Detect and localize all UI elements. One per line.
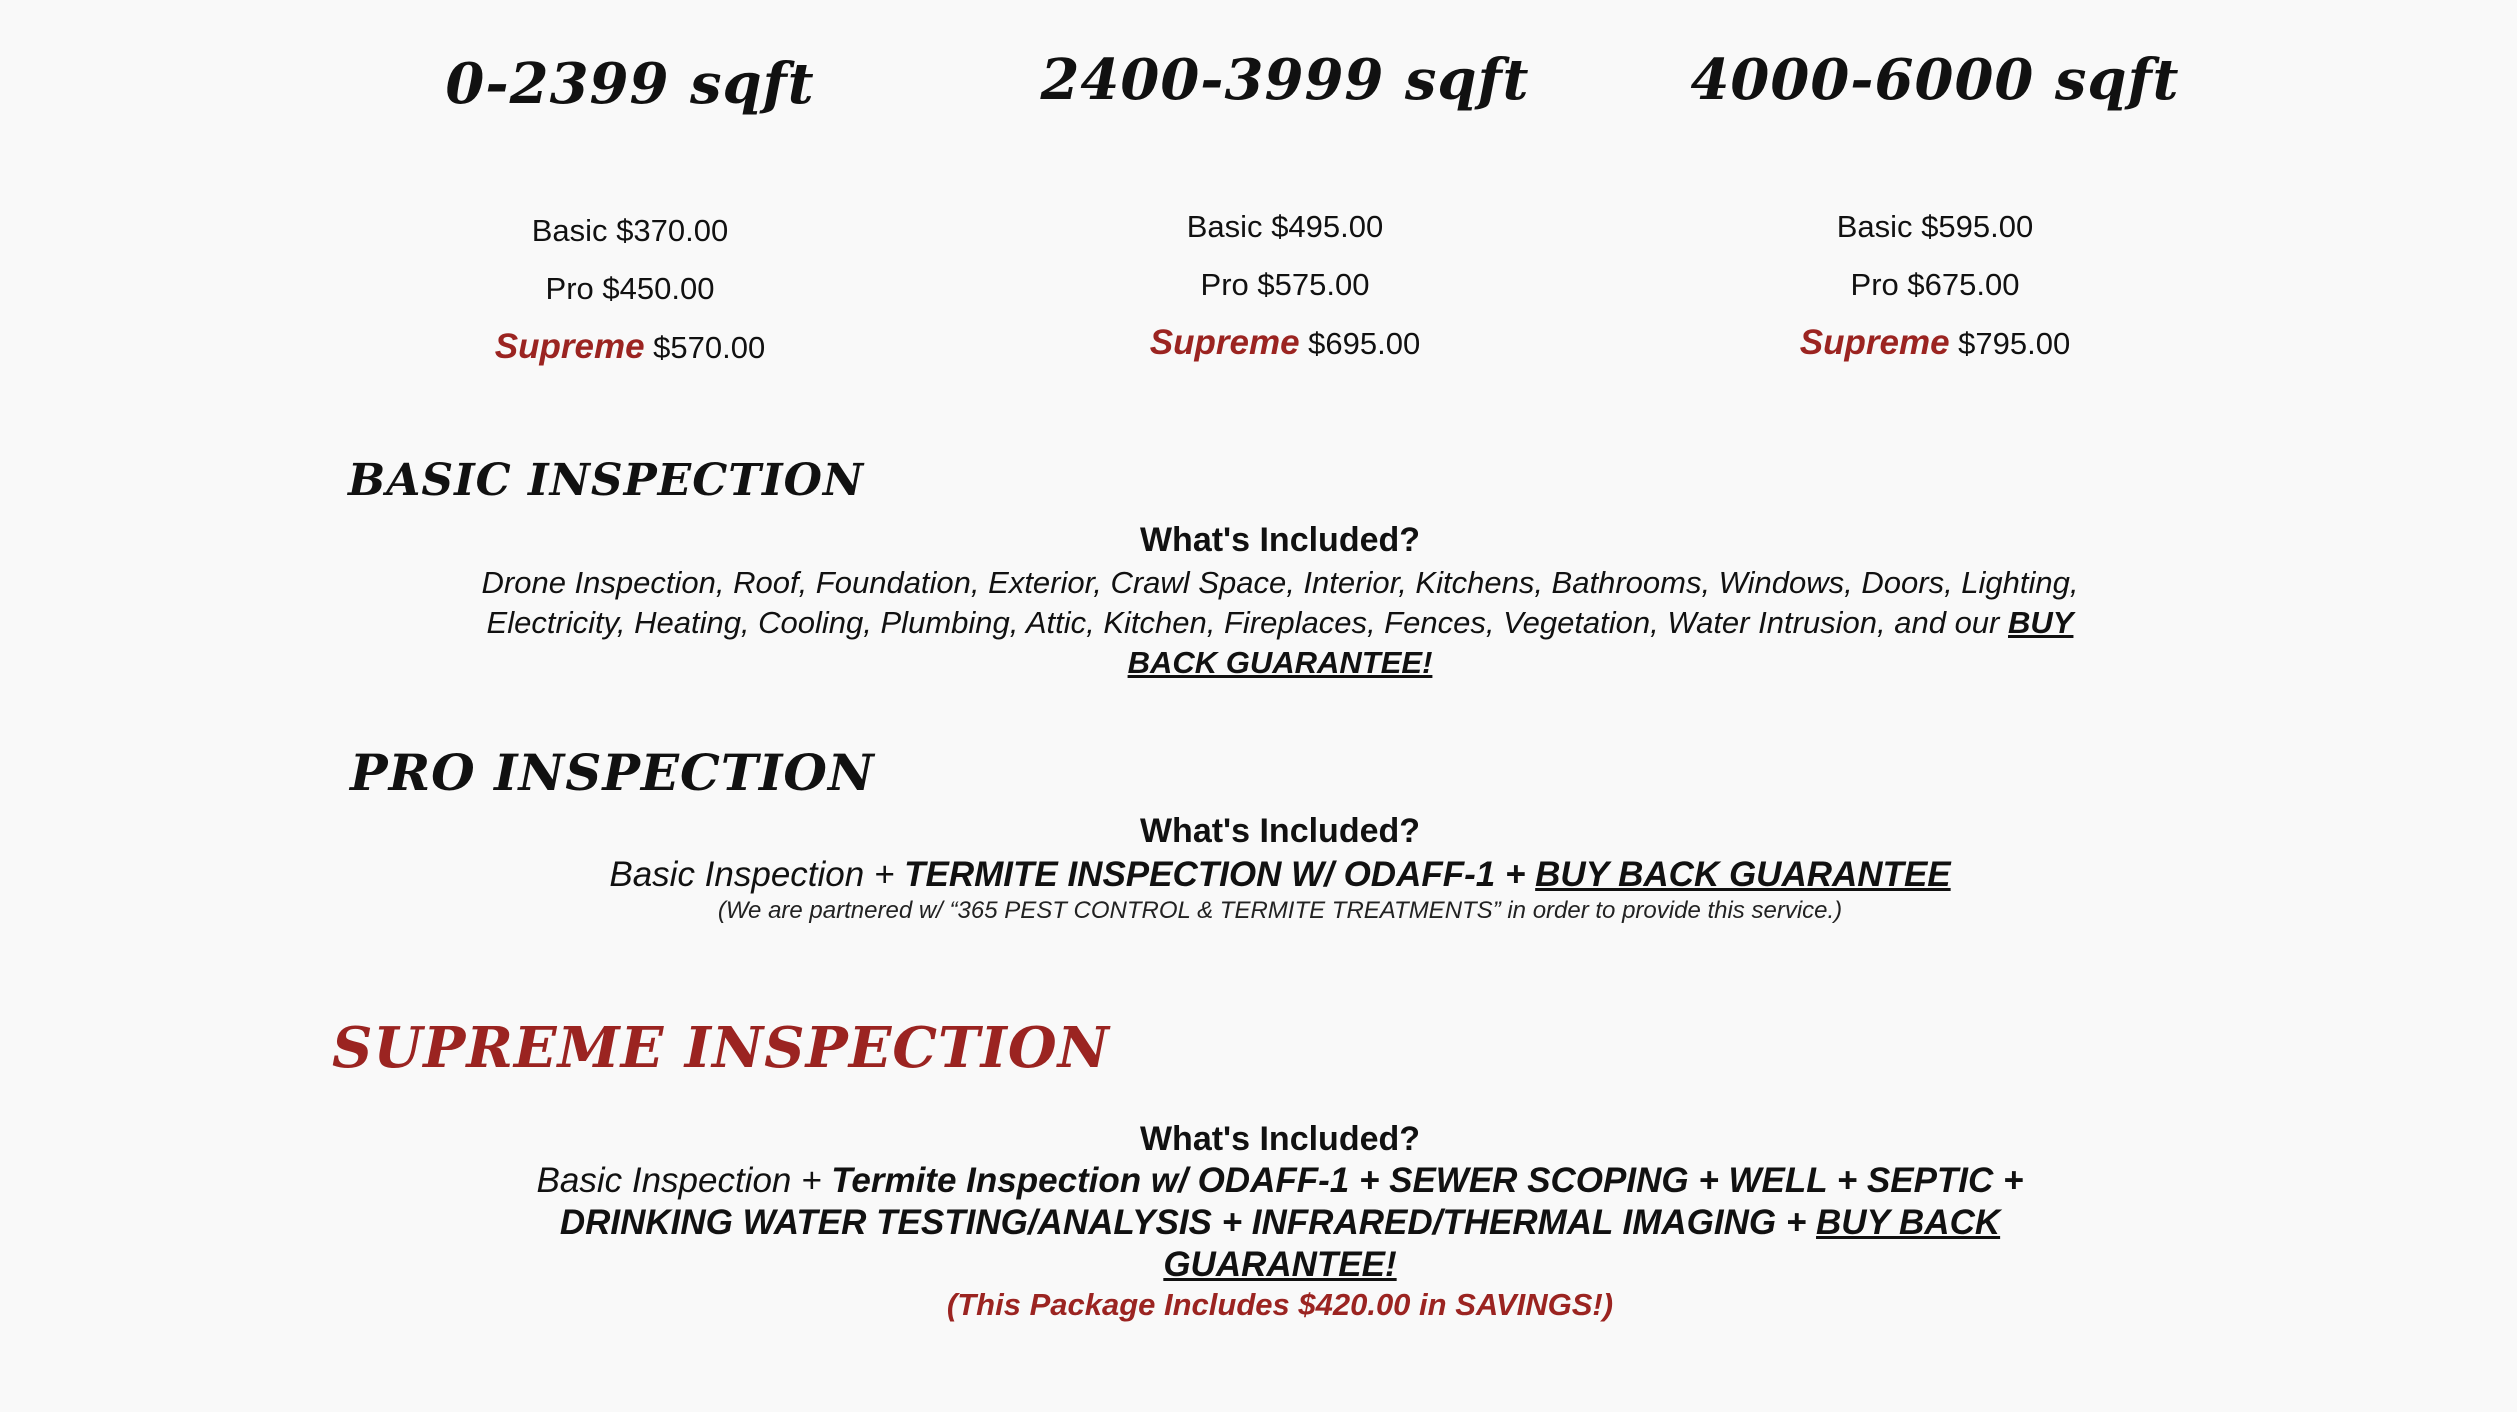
supreme-whats-included: What's Included?: [1139, 1120, 1421, 1158]
price-supreme: Supreme $570.00: [494, 327, 766, 366]
basic-description: [470, 563, 2090, 683]
buy-back-guarantee-link[interactable]: GUARANTEE!: [1163, 1245, 1397, 1284]
supreme-inspection-heading: SUPREME INSPECTION: [332, 1015, 1110, 1081]
pro-description: Basic Inspection + TERMITE INSPECTION W/ ODAFF-1 + BUY BACK GUARANTEE: [609, 855, 1951, 894]
price-pro: Pro $450.00: [545, 271, 715, 306]
supreme-description: [500, 1160, 2060, 1286]
buy-back-guarantee-link[interactable]: BUY: [2008, 605, 2074, 640]
pro-partner-note: (We are partnered w/ “365 PEST CONTROL & TERMITE TREATMENTS” in order to provide this service.): [717, 897, 1843, 924]
buy-back-guarantee-link[interactable]: BACK GUARANTEE!: [1127, 645, 1433, 680]
pro-whats-included: What's Included?: [1139, 812, 1421, 850]
pricing-column-medium: [955, 40, 1615, 373]
pricing-column-title: 2400-3999 sqft: [1040, 47, 1530, 113]
pricing-column-large: [1605, 40, 2265, 373]
price-basic: Basic $370.00: [531, 213, 729, 248]
pricing-column-small: [300, 44, 960, 377]
pricing-column-title: 0-2399 sqft: [445, 51, 815, 117]
basic-description-line: Drone Inspection, Roof, Foundation, Exterior, Crawl Space, Interior, Kitchens, Bathrooms, Windows, Doors, Lighting,: [481, 565, 2079, 600]
price-basic: Basic $495.00: [1186, 209, 1384, 244]
price-supreme: Supreme $795.00: [1799, 323, 2071, 362]
price-pro: Pro $675.00: [1850, 267, 2020, 302]
supreme-description-line: [500, 1244, 2060, 1286]
supreme-savings-note: (This Package Includes $420.00 in SAVINGS!): [946, 1287, 1614, 1322]
pricing-column-title: 4000-6000 sqft: [1690, 47, 2180, 113]
supreme-description-line: Basic Inspection + Termite Inspection w/ ODAFF-1 + SEWER SCOPING + WELL + SEPTIC +: [536, 1161, 2024, 1200]
pro-inspection-heading: PRO INSPECTION: [350, 743, 875, 802]
price-pro: Pro $575.00: [1200, 267, 1370, 302]
buy-back-guarantee-link[interactable]: BUY BACK GUARANTEE: [1535, 855, 1951, 894]
basic-whats-included: What's Included?: [1139, 521, 1421, 559]
price-supreme: Supreme $695.00: [1149, 323, 1421, 362]
supreme-description-line: DRINKING WATER TESTING/ANALYSIS + INFRARED/THERMAL IMAGING + BUY BACK: [559, 1203, 2001, 1242]
basic-description-line: Electricity, Heating, Cooling, Plumbing, Attic, Kitchen, Fireplaces, Fences, Vegetation, Water Intrusion, and our BUY: [486, 605, 2074, 640]
buy-back-guarantee-link[interactable]: BUY BACK: [1816, 1203, 2001, 1242]
basic-description-line: [470, 643, 2090, 683]
basic-inspection-heading: BASIC INSPECTION: [348, 455, 865, 506]
price-basic: Basic $595.00: [1836, 209, 2034, 244]
